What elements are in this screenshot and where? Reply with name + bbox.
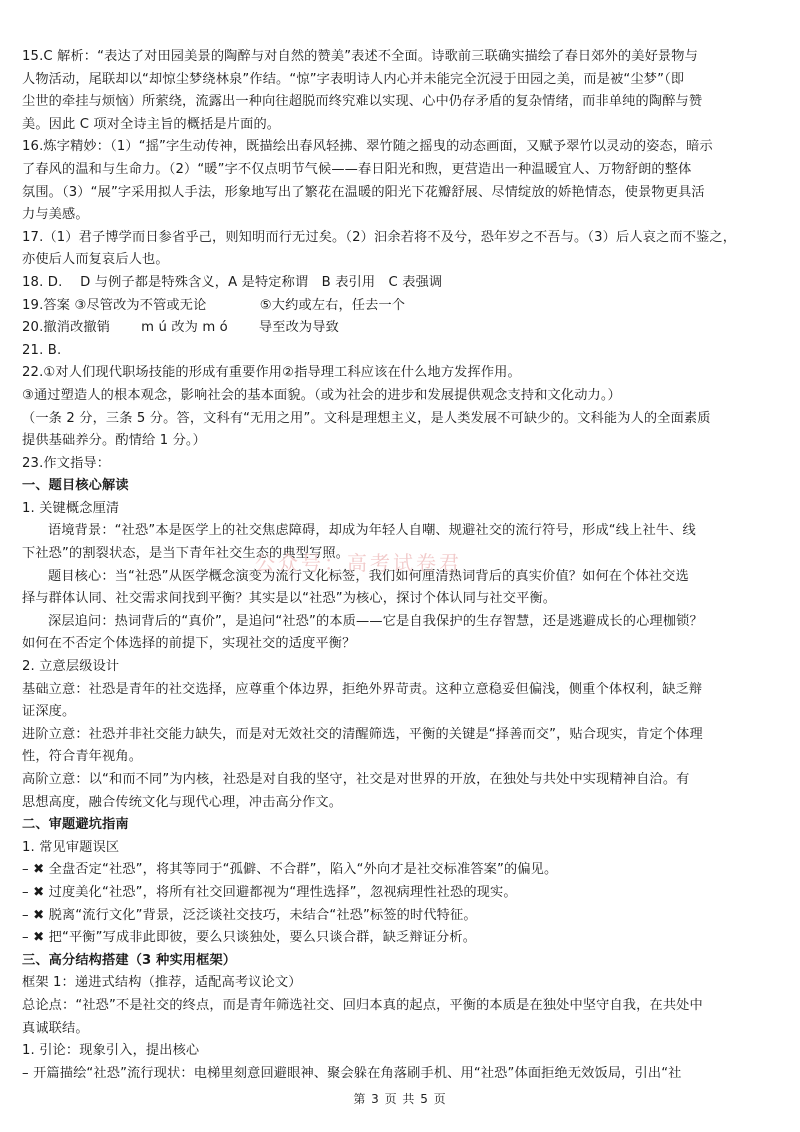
- text-line: 框架 1：递进式结构（推荐，适配高考议论文）: [22, 975, 302, 991]
- text-line: 亦使后人而复哀后人也。: [22, 252, 169, 268]
- text-line: 氛围。（3）“展”字采用拟人手法，形象地写出了繁花在温暖的阳光下花瓣舒展、尽情绽放的娇艳情态，使景物更具活: [22, 184, 705, 200]
- text-line: 基础立意：社恐是青年的社交选择，应尊重个体边界，拒绝外界苛责。这种立意稳妥但偏浅，侧重个体权利，缺乏辩: [22, 681, 703, 697]
- text-line: 择与群体认同、社交需求间找到平衡？其实是以“社恐”为核心，探讨个体认同与社交平衡。: [22, 591, 557, 607]
- text-line: 语境背景：“社恐”本是医学上的社交焦虑障碍，却成为年轻人自嘲、规避社交的流行符号，形成“线上社牛、线: [48, 523, 696, 539]
- text-line: 下社恐”的割裂状态，是当下青年社交生态的典型写照。: [22, 546, 350, 562]
- text-line: 1. 常见审题误区: [22, 839, 120, 855]
- text-line: 19.答案 ③尽管改为不管或无论 ⑤大约或左右，任去一个: [22, 297, 406, 313]
- text-line: – ✖ 脱离“流行文化”背景，泛泛谈社交技巧，未结合“社恐”标签的时代特征。: [22, 907, 477, 923]
- text-line: – ✖ 过度美化“社恐”，将所有社交回避都视为“理性选择”，忽视病理性社恐的现实。: [22, 884, 517, 900]
- text-line: 22.①对人们现代职场技能的形成有重要作用②指导理工科应该在什么地方发挥作用。: [22, 365, 521, 381]
- text-line: （一条 2 分，三条 5 分。答，文科有“无用之用”。文科是理想主义，是人类发展不可缺少的。文科能为人的全面素质: [22, 410, 711, 426]
- text-line: 如何在不否定个体选择的前提下，实现社交的适度平衡？: [22, 636, 356, 652]
- text-line: 力与美感。: [22, 207, 89, 223]
- text-line: 了春风的温和与生命力。（2）“暖”字不仅点明节气候——春日阳光和煦，更营造出一种温暖宜人、万物舒朗的整体: [22, 161, 692, 177]
- text-line: 2. 立意层级设计: [22, 659, 120, 675]
- text-line: – 开篇描绘“社恐”流行现状：电梯里刻意回避眼神、聚会躲在角落刷手机、用“社恐”体面拒绝无效饭局，引出“社: [22, 1065, 682, 1081]
- text-line: 17.（1）君子博学而日参省乎己，则知明而行无过矣。（2）汩余若将不及兮，恐年岁之不吾与。（3）后人哀之而不鉴之，: [22, 229, 737, 245]
- text-line: 23.作文指导：: [22, 455, 111, 471]
- text-line: 题目核心：当“社恐”从医学概念演变为流行文化标签，我们如何厘清热词背后的真实价值？如何在个体社交选: [48, 568, 689, 584]
- text-line: – ✖ 全盘否定“社恐”，将其等同于“孤僻、不合群”，陷入“外向才是社交标准答案”的偏见。: [22, 862, 558, 878]
- text-line: 一、题目核心解读: [22, 478, 129, 494]
- text-line: 总论点：“社恐”不是社交的终点，而是青年筛选社交、回归本真的起点，平衡的本质是在独处中坚守自我，在共处中: [22, 997, 703, 1013]
- text-line: 尘世的牵挂与烦恼）所萦绕，流露出一种向往超脱而终究难以实现、心中仍存矛盾的复杂情绪，而非单纯的陶醉与赞: [22, 94, 703, 110]
- page-footer: 第 3 页 共 5 页: [353, 1092, 447, 1106]
- text-line: 人物活动，尾联却以“却惊尘梦绕林泉”作结。“惊”字表明诗人内心并未能完全沉浸于田园之美，而是被“尘梦”（即: [22, 71, 685, 87]
- text-line: 20.撤消改撤销 m ú 改为 m ó 导至改为导致: [22, 320, 339, 336]
- text-line: 21. B.: [22, 342, 62, 358]
- text-line: 性，符合青年视角。: [22, 749, 143, 765]
- text-line: 二、审题避坑指南: [22, 817, 129, 833]
- text-line: 16.炼字精妙：（1）“摇”字生动传神，既描绘出春风轻拂、翠竹随之摇曳的动态画面，又赋予翠竹以灵动的姿态，暗示: [22, 139, 713, 155]
- text-line: ③通过塑造人的根本观念，影响社会的基本面貌。（或为社会的进步和发展提供观念支持和文化动力。）: [22, 387, 621, 403]
- text-line: 1. 引论：现象引入，提出核心: [22, 1043, 200, 1059]
- text-line: 真诚联结。: [22, 1020, 89, 1036]
- text-line: 美。因此 C 项对全诗主旨的概括是片面的。: [22, 116, 281, 132]
- text-line: 1. 关键概念厘清: [22, 500, 120, 516]
- watermark: 公众号：高考试卷君: [255, 551, 462, 575]
- text-line: 15.C 解析：“表达了对田园美景的陶醉与对自然的赞美”表述不全面。诗歌前三联确实描绘了春日郊外的美好景物与: [22, 49, 698, 64]
- text-line: 提供基础养分。酌情给 1 分。）: [22, 433, 207, 449]
- text-line: 18. D. D 与例子都是特殊含义，A 是特定称谓 B 表引用 C 表强调: [22, 274, 443, 290]
- text-line: 高阶立意：以“和而不同”为内核，社恐是对自我的坚守，社交是对世界的开放，在独处与共处中实现精神自洽。有: [22, 772, 690, 787]
- text-line: 证深度。: [22, 704, 76, 720]
- text-line: 进阶立意：社恐并非社交能力缺失，而是对无效社交的清醒筛选，平衡的关键是“择善而交”，贴合现实，肯定个体理: [22, 726, 703, 742]
- text-line: 三、高分结构搭建（3 种实用框架）: [22, 952, 237, 968]
- text-line: 深层追问：热词背后的“真价”，是追问“社恐”的本质——它是自我保护的生存智慧，还是逃避成长的心理枷锁？: [48, 613, 703, 629]
- text-line: – ✖ 把“平衡”写成非此即彼，要么只谈独处，要么只谈合群，缺乏辩证分析。: [22, 930, 477, 946]
- text-line: 思想高度，融合传统文化与现代心理，冲击高分作文。: [22, 794, 343, 810]
